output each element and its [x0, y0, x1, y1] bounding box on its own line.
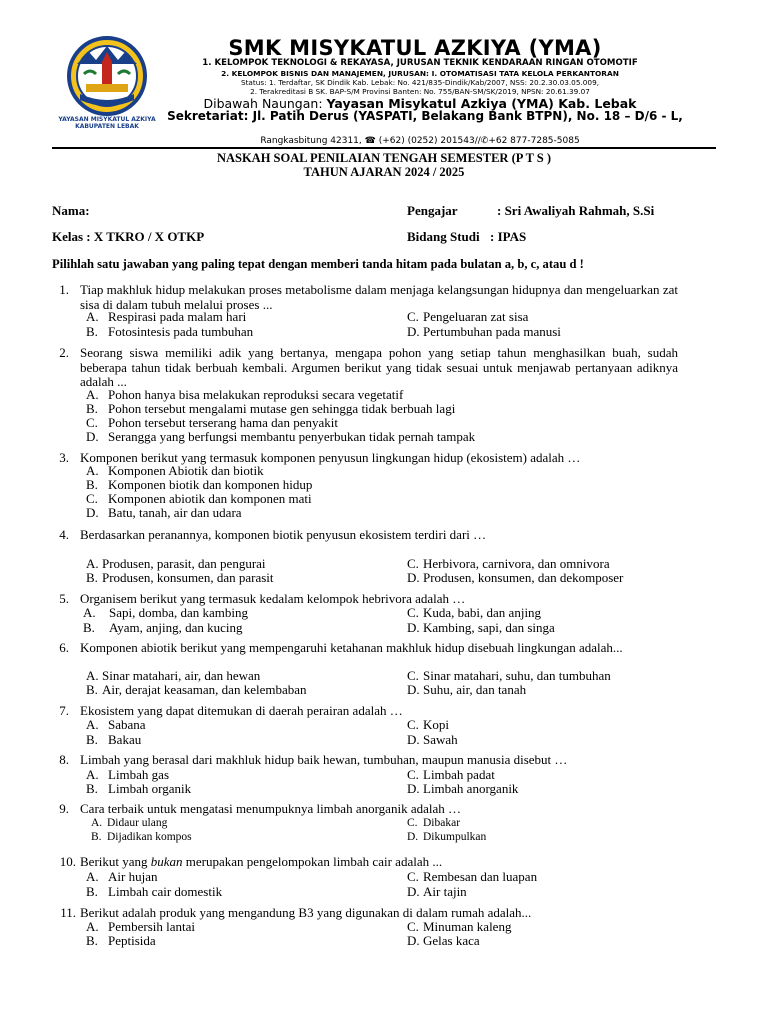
pengajar-label: Pengajar [407, 203, 458, 218]
option-b[interactable] [86, 683, 307, 698]
option-b[interactable] [91, 830, 192, 845]
option-letter: D. [407, 732, 420, 747]
question-text: Organisem berikut yang termasuk kedalam kelompok hebrivora adalah … [80, 591, 466, 606]
question-text-emphasis: bukan [150, 854, 183, 869]
option-text: Sinar matahari, air, dan hewan [102, 668, 261, 683]
option-text: Kambing, sapi, dan singa [423, 620, 555, 635]
option-letter: A. [86, 717, 99, 732]
option-b[interactable] [86, 782, 191, 797]
option-d[interactable] [86, 506, 242, 521]
naungan-label: Dibawah Naungan: [203, 96, 323, 111]
option-letter: B. [86, 884, 98, 899]
option-text: Sawah [423, 732, 458, 747]
option-d[interactable] [407, 683, 526, 698]
header-contact: Rangkasbitung 42311, ☎ (+62) (0252) 201543//✆+62 877-7285-5085 [260, 136, 580, 146]
question-text: Limbah yang berasal dari makhluk hidup baik hewan, tumbuhan, maupun manusia disebut … [80, 752, 568, 767]
question-text: Seorang siswa memiliki adik yang bertanya, mengapa pohon yang setiap tahun menghasilkan buah, sudah beberapa tahun tidak berbuah kembali. Argumen berikut yang tidak sesuai untuk menjawab pertanyaan adiknya adalah ... [80, 345, 678, 389]
option-text: Sinar matahari, suhu, dan tumbuhan [423, 668, 611, 683]
question-text: Ekosistem yang dapat ditemukan di daerah perairan adalah … [80, 703, 403, 718]
option-text: Rembesan dan luapan [423, 869, 538, 884]
option-text: Limbah gas [108, 767, 170, 782]
option-b[interactable] [86, 571, 274, 586]
option-c[interactable] [407, 718, 449, 733]
option-text: Pembersih lantai [108, 919, 196, 934]
option-text: Produsen, konsumen, dan parasit [102, 570, 274, 585]
question-text: Komponen abiotik berikut yang mempengaruhi ketahanan makhluk hidup disebuah lingkungan adalah... [80, 640, 623, 655]
option-letter: C. [407, 869, 419, 884]
option-text: Batu, tanah, air dan udara [108, 505, 242, 520]
option-c[interactable] [407, 870, 537, 885]
option-letter: B. [86, 781, 98, 796]
question-number: 4. [59, 527, 69, 542]
option-letter: B. [86, 732, 98, 747]
option-text: Pohon hanya bisa melakukan reproduksi secara vegetatif [108, 387, 404, 402]
option-text: Limbah organik [108, 781, 192, 796]
option-letter: A. [91, 817, 103, 829]
option-b[interactable] [86, 885, 222, 900]
option-text: Kopi [423, 717, 449, 732]
naungan-value: Yayasan Misykatul Azkiya (YMA) Kab. Lebak [326, 96, 637, 111]
header-jurusan-1: 1. KELOMPOK TEKNOLOGI & REKAYASA, JURUSAN TEKNIK KENDARAAN RINGAN OTOMOTIF [202, 58, 638, 68]
option-letter: C. [407, 309, 419, 324]
option-letter: A. [86, 668, 99, 683]
option-a[interactable] [83, 606, 248, 621]
option-text: Bakau [108, 732, 142, 747]
option-text: Dibakar [423, 817, 461, 829]
option-text: Didaur ulang [107, 817, 168, 829]
option-letter: C. [407, 668, 419, 683]
logo-caption-line1: YAYASAN MISYKATUL AZKIYA [58, 116, 156, 123]
question-number: 9. [59, 801, 69, 816]
option-letter: D. [407, 781, 420, 796]
question-text: Tiap makhluk hidup melakukan proses metabolisme dalam menjaga kelangsungan hidupnya dan mengeluarkan zat sisa di dalam tubuh melalui proses ... [80, 282, 678, 312]
option-d[interactable] [407, 571, 623, 586]
option-letter: C. [86, 415, 98, 430]
logo-caption [50, 116, 164, 130]
option-text: Pengeluaran zat sisa [423, 309, 529, 324]
option-a[interactable] [86, 870, 157, 885]
option-letter: B. [86, 682, 98, 697]
option-b[interactable] [86, 325, 253, 340]
option-d[interactable] [407, 934, 480, 949]
option-letter: A. [83, 605, 96, 620]
option-text: Serangga yang berfungsi membantu penyerbukan tidak pernah tampak [108, 429, 476, 444]
option-text: Ayam, anjing, dan kucing [109, 620, 243, 635]
option-letter: B. [86, 324, 98, 339]
option-text: Pohon tersebut terserang hama dan penyakit [108, 415, 338, 430]
option-d[interactable] [407, 733, 458, 748]
option-letter: D. [407, 884, 420, 899]
option-d[interactable] [407, 782, 518, 797]
option-text: Gelas kaca [423, 933, 480, 948]
option-letter: D. [407, 324, 420, 339]
option-a[interactable] [91, 816, 167, 831]
header-sekretariat: Sekretariat: Jl. Patih Derus (YASPATI, Belakang Bank BTPN), No. 18 – D/6 - L, [167, 109, 683, 123]
question-text: Komponen berikut yang termasuk komponen penyusun lingkungan hidup (ekosistem) adalah … [80, 450, 581, 465]
option-text: Kuda, babi, dan anjing [423, 605, 542, 620]
question-text [80, 855, 678, 870]
option-letter: A. [86, 767, 99, 782]
option-letter: C. [86, 491, 98, 506]
option-a[interactable] [86, 718, 146, 733]
pengajar-value: : Sri Awaliyah Rahmah, S.Si [497, 203, 655, 218]
header-jurusan-2: 2. KELOMPOK BISNIS DAN MANAJEMEN, JURUSAN: I. OTOMATISASI TATA KELOLA PERKANTORAN [221, 69, 619, 78]
option-letter: D. [407, 933, 420, 948]
option-letter: C. [407, 767, 419, 782]
option-text: Komponen abiotik dan komponen mati [108, 491, 312, 506]
option-letter: D. [407, 620, 420, 635]
question-number: 1. [59, 282, 69, 297]
header-status-1: Status: 1. Terdaftar, SK Dindik Kab. Lebak: No. 421/835-Dindik/Kab/2007, NSS: 20.2.30.03.05.009, [240, 78, 600, 87]
question-text: Cara terbaik untuk mengatasi menumpuknya limbah anorganik adalah … [80, 801, 461, 816]
option-text: Peptisida [108, 933, 156, 948]
option-a[interactable] [86, 310, 246, 325]
option-b[interactable] [86, 934, 156, 949]
option-letter: D. [86, 429, 99, 444]
option-letter: A. [86, 919, 99, 934]
option-letter: C. [407, 556, 419, 571]
option-text: Herbivora, carnivora, dan omnivora [423, 556, 610, 571]
option-text: Sapi, domba, dan kambing [109, 605, 249, 620]
option-letter: C. [407, 919, 419, 934]
option-text: Suhu, air, dan tanah [423, 682, 527, 697]
school-name: SMK MISYKATUL AZKIYA (YMA) [228, 36, 602, 60]
option-letter: D. [407, 570, 420, 585]
question-text: Berdasarkan peranannya, komponen biotik penyusun ekosistem terdiri dari … [80, 527, 487, 542]
option-text: Pertumbuhan pada manusi [423, 324, 561, 339]
option-letter: A. [86, 556, 99, 571]
option-c[interactable] [407, 816, 460, 831]
option-c[interactable] [407, 310, 528, 325]
option-letter: A. [86, 387, 99, 402]
option-b[interactable] [86, 733, 141, 748]
option-text: Sabana [108, 717, 146, 732]
nama-label: Nama: [52, 203, 90, 218]
question-number: 10. [59, 854, 76, 869]
question-number: 3. [59, 450, 69, 465]
option-letter: C. [407, 717, 419, 732]
question-text-end: merupakan pengelompokan limbah cair adalah ... [185, 854, 443, 869]
option-text: Air, derajat keasaman, dan kelembaban [102, 682, 307, 697]
option-text: Minuman kaleng [423, 919, 512, 934]
option-d[interactable] [407, 830, 486, 845]
bidang-studi-label: Bidang Studi [407, 229, 480, 244]
option-text: Komponen biotik dan komponen hidup [108, 477, 313, 492]
option-text: Dijadikan kompos [107, 831, 192, 843]
option-d[interactable] [407, 621, 555, 636]
option-text: Produsen, konsumen, dan dekomposer [423, 570, 624, 585]
exam-year: TAHUN AJARAN 2024 / 2025 [303, 165, 465, 179]
option-letter: D. [86, 505, 99, 520]
option-letter: A. [86, 309, 99, 324]
option-text: Fotosintesis pada tumbuhan [108, 324, 254, 339]
option-text: Pohon tersebut mengalami mutase gen sehingga tidak berbuah lagi [108, 401, 456, 416]
option-text: Limbah padat [423, 767, 495, 782]
option-text: Produsen, parasit, dan pengurai [102, 556, 266, 571]
option-text: Limbah anorganik [423, 781, 519, 796]
school-logo [56, 34, 158, 132]
option-letter: A. [86, 869, 99, 884]
option-d[interactable] [407, 885, 467, 900]
question-number: 8. [59, 752, 69, 767]
option-text: Air tajin [423, 884, 467, 899]
option-text: Air hujan [108, 869, 158, 884]
header-status-2: 2. Terakreditasi B SK. BAP-S/M Provinsi Banten: No. 755/BAN-SM/SK/2019, NPSN: 20.61.39.07 [250, 87, 590, 96]
question-number: 6. [59, 640, 69, 655]
logo-caption-line2: KABUPATEN LEBAK [75, 123, 139, 130]
exam-title: NASKAH SOAL PENILAIAN TENGAH SEMESTER (P T S ) [216, 151, 552, 165]
option-letter: B. [86, 477, 98, 492]
option-text: Respirasi pada malam hari [108, 309, 247, 324]
option-letter: D. [407, 831, 419, 843]
question-number: 7. [59, 703, 69, 718]
option-letter: B. [86, 570, 98, 585]
option-letter: C. [407, 605, 419, 620]
bidang-studi-value: : IPAS [490, 229, 527, 244]
option-letter: B. [83, 620, 95, 635]
header-divider [52, 147, 716, 149]
option-c[interactable] [407, 606, 541, 621]
option-d[interactable] [407, 325, 561, 340]
option-d[interactable] [86, 430, 475, 445]
question-text-start: Berikut yang [80, 854, 148, 869]
question-number: 11. [60, 905, 76, 920]
option-letter: C. [407, 817, 418, 829]
option-letter: B. [86, 933, 98, 948]
instruction: Pilihlah satu jawaban yang paling tepat dengan memberi tanda hitam pada bulatan a, b, c, atau d ! [52, 257, 584, 271]
question-number: 5. [59, 591, 69, 606]
option-b[interactable] [83, 621, 242, 636]
option-letter: B. [86, 401, 98, 416]
option-letter: A. [86, 463, 99, 478]
option-text: Dikumpulkan [423, 831, 487, 843]
option-text: Komponen Abiotik dan biotik [108, 463, 264, 478]
question-number: 2. [59, 345, 69, 360]
option-text: Limbah cair domestik [108, 884, 223, 899]
option-letter: B. [91, 831, 102, 843]
question-text: Berikut adalah produk yang mengandung B3 yang digunakan di dalam rumah adalah... [80, 905, 532, 920]
option-letter: D. [407, 682, 420, 697]
kelas-info: Kelas : X TKRO / X OTKP [52, 229, 205, 244]
school-crest-icon [56, 34, 158, 120]
